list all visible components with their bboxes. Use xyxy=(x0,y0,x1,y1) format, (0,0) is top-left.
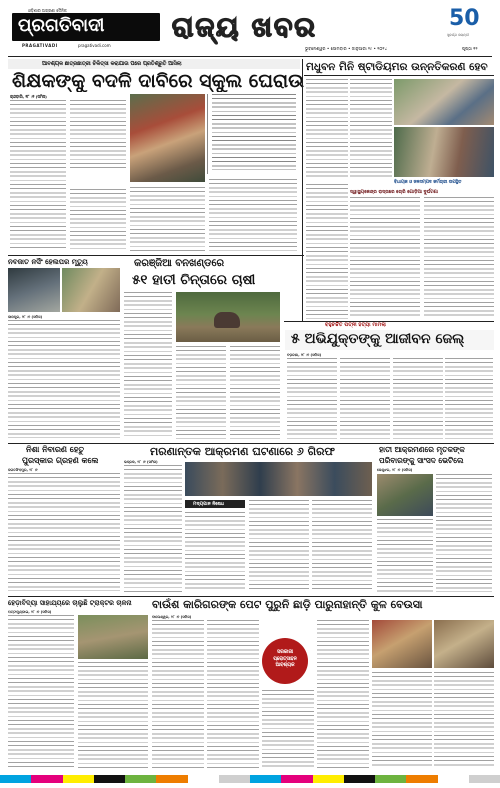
body-col-4 xyxy=(445,358,493,440)
story-arrests xyxy=(122,444,372,594)
body-col-1 xyxy=(124,292,172,439)
headline: ନବଜାତ ନର୍ସିଂ ହେଲପର ମୃତ୍ୟୁ xyxy=(8,258,88,266)
dateline: ଭଦ୍ରକ, ୨୮ ।୧ (ସମିସ) xyxy=(124,460,158,464)
masthead-rule xyxy=(8,56,492,57)
body-col-1 xyxy=(124,465,182,592)
headline: ଶିକ୍ଷକଙ୍କୁ ବଦଳି ଦାବିରେ ସ୍କୁଲ ଘେରାଉ xyxy=(12,70,304,92)
body-col-1 xyxy=(306,79,348,179)
color-swatch xyxy=(438,775,469,783)
color-swatch xyxy=(219,775,250,783)
headline: ପରିବାରଙ୍କୁ ସାଂସଦ ଭେଟିଲେ xyxy=(379,456,464,465)
dateline: ବାଲେଶ୍ୱର, ୨୮ ।୧ (ସମିସ) xyxy=(152,615,192,619)
elephant-photo xyxy=(176,292,280,342)
story-bamboo xyxy=(150,598,494,770)
artisan-photo-1 xyxy=(372,620,432,668)
divider xyxy=(8,255,304,256)
anniversary-logo xyxy=(445,6,489,42)
body-col-5 xyxy=(372,672,432,768)
dateline: ପଟ୍ଟାମୁଣ୍ଡାଇ, ୨୮ ।୧ (ସମିସ) xyxy=(8,610,52,614)
body-col-2 xyxy=(340,358,390,440)
body-col-3 xyxy=(393,358,443,440)
color-swatch xyxy=(63,775,94,783)
body-col-1 xyxy=(10,100,66,250)
color-swatch xyxy=(125,775,156,783)
body-col-4 xyxy=(317,620,369,768)
divider xyxy=(284,321,494,322)
color-swatch xyxy=(469,775,500,783)
body-col-5 xyxy=(424,197,494,317)
body-col-6 xyxy=(434,672,494,768)
protest-photo xyxy=(130,94,205,182)
kicker: କରଞ୍ଜିଆ ବନଖଣ୍ଡରେ xyxy=(134,258,225,269)
dateline: କେନ୍ଦୁଝର, ୨୮ ।୧ (ସମିସ) xyxy=(377,468,413,472)
body-col-1 xyxy=(8,615,74,768)
headline: ପୁରସ୍କାର ଗ୍ରହଣ କଲେ xyxy=(22,456,99,465)
body-col-1 xyxy=(287,358,337,440)
dateline: ଜଗତସିଂହପୁର, ୨୮ ।୧ xyxy=(8,468,38,472)
color-swatch xyxy=(156,775,187,783)
headline: ବାଉଁଶ କାରିଗରଙ୍କ ପେଟ ପୁରୁନି ଛାଡ଼ି ପାରୁନାହାନ୍ତି କୁଳ ବେଉସା xyxy=(152,598,423,611)
section-title: ରାଜ୍ୟ ଖବର xyxy=(172,12,317,43)
body-col-4 xyxy=(130,187,205,251)
body-col-3 xyxy=(230,346,280,439)
color-swatch xyxy=(281,775,312,783)
story-mp-visit xyxy=(375,444,494,594)
color-swatch xyxy=(406,775,437,783)
body-col-2 xyxy=(436,474,492,592)
headline: ମଧୁବନ ମିନି ଷ୍ଟାଡିୟମର ଉନ୍ନତିକରଣ ହେବ xyxy=(306,61,488,73)
color-registration-bar xyxy=(0,775,500,783)
color-swatch xyxy=(344,775,375,783)
body-col-4 xyxy=(312,500,372,592)
body-col-2 xyxy=(350,79,392,179)
kicker-bar xyxy=(285,322,494,330)
headline: ମରଣାନ୍ତକ ଆକ୍ରମଣ ଘଟଣାରେ ୬ ଗିରଫ xyxy=(150,445,335,458)
tagline: ଓଡ଼ିଶାର ଅଗ୍ରଣୀ ଦୈନିକ xyxy=(28,8,67,13)
anniversary-note: ସୁବର୍ଣ୍ଣ ଜୟନ୍ତୀ xyxy=(447,33,470,37)
story-school-gherao xyxy=(8,59,304,254)
logo-subtitle: PRAGATIVADI xyxy=(22,43,58,48)
sub-story-headline: ସ୍ୱାସ୍ଥ୍ୟକେନ୍ଦ୍ର ରାସ୍ତାରେ ଚୋରି ଗୋଡ଼ିଆ ଦୁର୍ଘଟଣା xyxy=(350,190,438,195)
divider xyxy=(302,59,303,321)
body-text xyxy=(8,473,120,591)
story-stadium xyxy=(304,59,494,321)
headline: ୫୧ ହାତୀ ଚିନ୍ତାରେ ଚାଷୀ xyxy=(132,272,256,288)
color-swatch xyxy=(375,775,406,783)
dateline: ଜାଜପୁର, ୨୮ ।୧ (ସମିସ) xyxy=(8,315,43,319)
mp-photo xyxy=(377,474,433,516)
elephant-shape xyxy=(214,312,240,328)
date-strip xyxy=(0,46,500,55)
news-photo-2 xyxy=(62,268,120,312)
body-col-2 xyxy=(70,100,126,170)
page-number: ପୃଷ୍ଠା ୧୨ xyxy=(462,46,478,51)
body-col-1 xyxy=(377,519,433,592)
sidebar-label: ମଦ୍ୟପାନ ନିଷେଧ xyxy=(185,500,245,508)
pull-quote xyxy=(207,94,297,174)
color-swatch xyxy=(188,775,219,783)
stadium-photo-2 xyxy=(394,127,494,177)
divider xyxy=(8,443,494,444)
website: pragativadi.com xyxy=(78,43,111,48)
story-award xyxy=(8,444,120,594)
color-swatch xyxy=(31,775,62,783)
story-kicker: ବହୁଚର୍ଚ୍ଚିତ ପତ୍ନୀ ହତ୍ୟା ମାମଲା xyxy=(325,322,386,328)
body-col-3 xyxy=(262,690,314,768)
stadium-photo-1 xyxy=(394,79,494,125)
body-col-2 xyxy=(185,512,245,592)
headline: ୫ ଅଭିଯୁକ୍ତଙ୍କୁ ଆଜୀବନ ଜେଲ୍ xyxy=(291,331,465,347)
dateline: ବଡ଼ଚଣା, ୨୮ ।୧ (ସମିସ) xyxy=(287,353,322,357)
animal-photo xyxy=(78,615,148,659)
arrested-photo xyxy=(185,462,372,496)
kicker: ନିଶା ନିବାରଣ ହେତୁ xyxy=(26,445,85,454)
color-swatch xyxy=(94,775,125,783)
story-elephants xyxy=(122,256,282,441)
masthead xyxy=(0,0,500,58)
divider xyxy=(8,596,494,597)
body-col-1 xyxy=(152,620,204,768)
kicker-bar xyxy=(8,59,300,69)
story-tractor xyxy=(8,598,148,770)
anniversary-number: 50 xyxy=(449,6,480,31)
logo-text: ପ୍ରଗତିବାଦୀ xyxy=(18,15,105,36)
color-swatch xyxy=(250,775,281,783)
color-swatch xyxy=(313,775,344,783)
color-swatch xyxy=(0,775,31,783)
body-col-5 xyxy=(209,179,297,251)
photo-caption: ବିଧାୟକ ଓ ଜଳସମ୍ପଦ କର୍ମଚାରୀ ଉପସ୍ଥିତ xyxy=(394,180,462,185)
body-col-4 xyxy=(350,197,420,317)
kicker: ହାତୀ ଆକ୍ରମଣରେ ମୃତକଙ୍କ xyxy=(379,445,465,454)
headline-panel xyxy=(285,330,494,350)
artisan-photo-2 xyxy=(434,620,494,668)
story-life-sentence xyxy=(285,322,494,442)
headline: ହେଡ଼ାବିଦ୍ୟା ସାହାଯ୍ୟରେ ଚାଲୁଛି ଟ୍ରାକ୍ଟର ଚାଳନା xyxy=(8,599,132,607)
story-nurse-death xyxy=(8,256,120,441)
story-kicker: ଆବଶ୍ୟକ ଛାତ୍ରଛାତ୍ରୀ ଚିକିତ୍ସା କରାଯାଉ ପରେ ପ୍ରତିଶ୍ରୁତି ଆସିଲା xyxy=(42,61,182,67)
body-col-2 xyxy=(78,662,148,768)
body-text xyxy=(8,320,120,438)
masthead-logo xyxy=(12,13,160,41)
body-col-2 xyxy=(207,620,259,768)
badge: ସରକାରୀ ପ୍ରୋତ୍ସାହନ ଆବଶ୍ୟକ xyxy=(262,638,308,684)
body-col-3 xyxy=(306,184,348,319)
dateline: ଚାନ୍ଦବାଲି, ୨୮ ।୧ (ସମିସ) xyxy=(10,94,47,99)
date-line: ଭୁବନେଶ୍ୱର • ସୋମବାର • ଜାନୁଆରୀ ୨୯ • ୨୦୨୪ xyxy=(305,46,388,51)
body-col-2 xyxy=(176,346,226,439)
body-col-3 xyxy=(70,189,126,251)
news-photo xyxy=(8,268,60,312)
body-col-3 xyxy=(249,500,309,592)
